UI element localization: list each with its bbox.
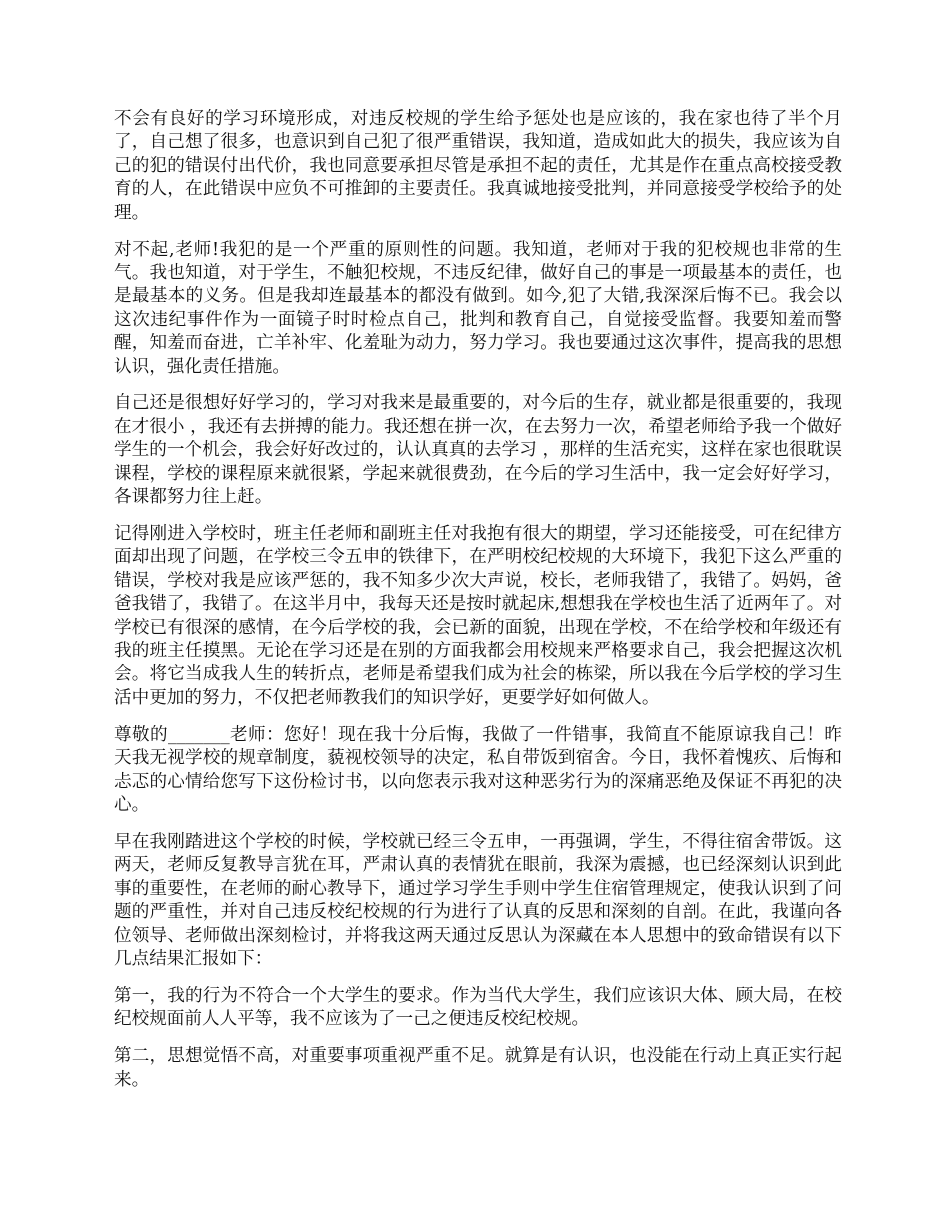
paragraph-8: 第二，思想觉悟不高，对重要事项重视严重不足。就算是有认识，也没能在行动上真正实行起来。: [114, 1046, 842, 1090]
paragraph-7: 第一，我的行为不符合一个大学生的要求。作为当代大学生，我们应该识大体、顾大局，在校纪校规面前人人平等，我不应该为了一己之便违反校纪校规。: [114, 985, 842, 1030]
paragraph-4: 记得刚进入学校时，班主任老师和副班主任对我抱有很大的期望，学习还能接受，可在纪律方面却出现了问题，在学校三令五申的铁律下，在严明校纪校规的大环境下，我犯下这么严重的错误，学校对我是应该严惩的，我不知多少次大声说，校长，老师我错了，我错了。妈妈，爸爸我错了，我错了。在这半月中，我每天还是按时就起床,想想我在学校也生活了近两年了。对学校已有很深的感情，在今后学校的我，会已新的面貌，出现在学校，不在给学校和年级还有我的班主任摸黑。无论在学习还是在别的方面我都会用校规来严格要求自己，我会把握这次机会。将它当成我人生的转折点，老师是希望我们成为社会的栋梁，所以我在今后学校的学习生活中更加的努力，不仅把老师教我们的知识学好，更要学好如何做人。: [114, 524, 842, 708]
paragraph-5: 尊敬的_______老师：您好！现在我十分后悔，我做了一件错事，我简直不能原谅我自己！昨天我无视学校的规章制度，藐视校领导的决定，私自带饭到宿舍。今日，我怀着愧疚、后悔和忐忑的心情给您写下这份检讨书，以向您表示我对这种恶劣行为的深痛恶绝及保证不再犯的决心。: [114, 724, 842, 815]
paragraph-1: 不会有良好的学习环境形成，对违反校规的学生给予惩处也是应该的，我在家也待了半个月了，自己想了很多，也意识到自己犯了很严重错误，我知道，造成如此大的损失，我应该为自己的犯的错误付出代价，我也同意要承担尽管是承担不起的责任，尤其是作在重点高校接受教育的人，在此错误中应负不可推卸的主要责任。我真诚地接受批判，并同意接受学校给予的处理。: [114, 109, 842, 223]
paragraph-3: 自己还是很想好好学习的，学习对我来是最重要的，对今后的生存，就业都是很重要的，我现在才很小 ，我还有去拼搏的能力。我还想在拼一次，在去努力一次，希望老师给予我一个做好学生的一个机会，我会好好改过的，认认真真的去学习 ，那样的生活充实，这样在家也很耽误课程，学校的课程原来就很紧，学起来就很费劲，在今后的学习生活中，我一定会好好学习，各课都努力往上赶。: [114, 393, 842, 508]
paragraph-2: 对不起,老师!我犯的是一个严重的原则性的问题。我知道，老师对于我的犯校规也非常的生气。我也知道，对于学生，不触犯校规，不违反纪律，做好自己的事是一项最基本的责任，也是最基本的义务。但是我却连最基本的都没有做到。如今,犯了大错,我深深后悔不已。我会以这次违纪事件作为一面镜子时时检点自己，批判和教育自己，自觉接受监督。我要知羞而警醒，知羞而奋进，亡羊补牢、化羞耻为动力，努力学习。我也要通过这次事件，提高我的思想认识，强化责任措施。: [114, 239, 842, 377]
paragraph-6: 早在我刚踏进这个学校的时候，学校就已经三令五申，一再强调，学生，不得往宿舍带饭。这两天，老师反复教导言犹在耳，严肃认真的表情犹在眼前，我深为震撼，也已经深刻认识到此事的重要性，在老师的耐心教导下，通过学习学生手则中学生住宿管理规定，使我认识到了问题的严重性，并对自己违反校纪校规的行为进行了认真的反思和深刻的自剖。在此，我谨向各位领导、老师做出深刻检讨，并将我这两天通过反思认为深藏在本人思想中的致命错误有以下几点结果汇报如下：: [114, 831, 842, 969]
document-page: [114, 108, 842, 1105]
